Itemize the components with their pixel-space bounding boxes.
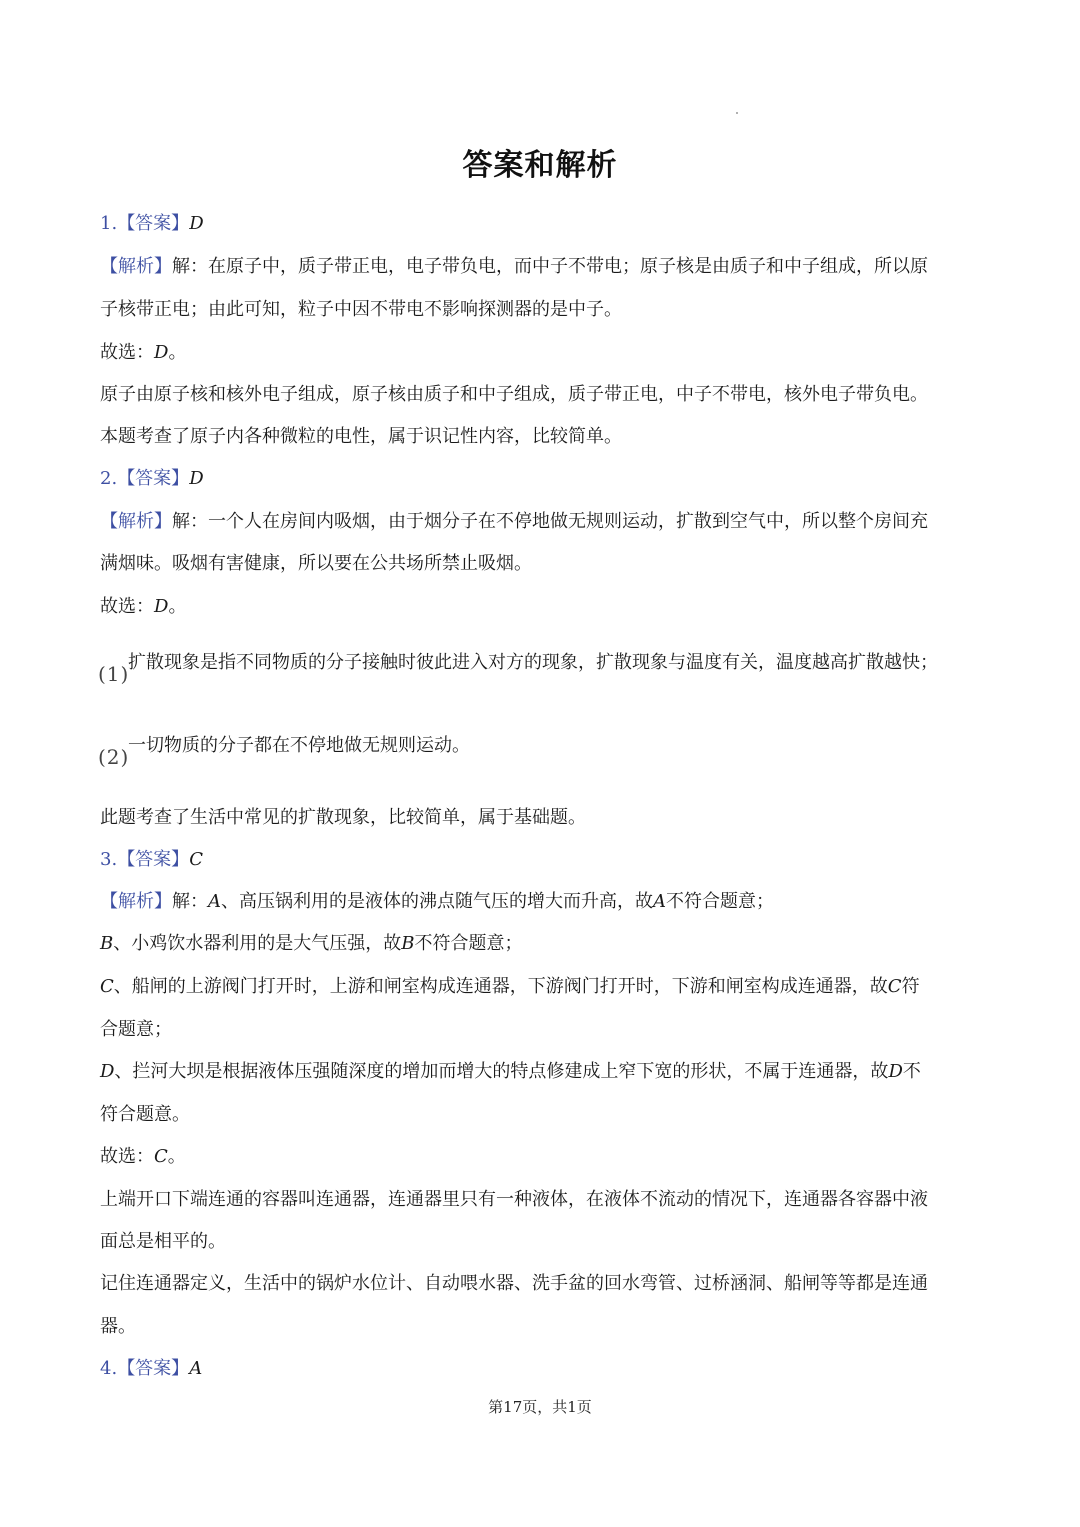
q3-a-end: 不符合题意； xyxy=(666,891,774,912)
q3-note-2: 面总是相平的。 xyxy=(100,1231,226,1252)
q3-answer-line xyxy=(100,848,980,872)
q3-answer-value: C xyxy=(189,849,203,870)
q2-point-1-text: 扩散现象是指不同物质的分子接触时彼此进入对方的现象，扩散现象与温度有关，温度越高扩散越快； xyxy=(128,652,938,673)
q1-analysis-line-1 xyxy=(100,255,980,279)
q1-choice-value: D xyxy=(154,342,169,363)
q2-analysis-tag: 【解析】 xyxy=(100,511,172,532)
q2-choice-end: 。 xyxy=(168,596,187,617)
q2-choice-prefix: 故选： xyxy=(100,596,154,617)
q2-point-2-label: (2) xyxy=(98,745,130,769)
q2-analysis-text-1: 解：一个人在房间内吸烟，由于烟分子在不停地做无规则运动，扩散到空气中，所以整个房间充 xyxy=(172,511,928,532)
q1-choice-prefix: 故选： xyxy=(100,342,154,363)
q3-analysis-line-b xyxy=(100,932,980,956)
q4-number: 4. xyxy=(100,1358,118,1379)
q1-note-1: 原子由原子核和核外电子组成，原子核由质子和中子组成，质子带正电，中子不带电，核外电子带负电。 xyxy=(100,384,928,405)
q1-answer-value: D xyxy=(189,213,204,234)
q2-choice-line xyxy=(100,595,980,619)
q3-note-3: 记住连通器定义，生活中的锅炉水位计、自动喂水器、洗手盆的回水弯管、过桥涵洞、船闸等等都是连通 xyxy=(100,1273,928,1294)
q2-point-2-text: 一切物质的分子都在不停地做无规则运动。 xyxy=(128,735,470,756)
q3-b-end: 不符合题意； xyxy=(414,933,523,954)
q3-d-end: 不 xyxy=(902,1061,921,1082)
q3-analysis-line-c2: 合题意； xyxy=(100,1019,172,1040)
q2-analysis-line-1 xyxy=(100,510,980,534)
q3-analysis-line-d2: 符合题意。 xyxy=(100,1104,190,1125)
q3-c-text: 、船闸的上游阀门打开时，上游和闸室构成连通器，下游阀门打开时，下游和闸室构成连通器，故 xyxy=(113,976,888,997)
q3-a-letter: A xyxy=(208,891,221,912)
q3-c-letter: C xyxy=(100,976,114,997)
q3-number: 3. xyxy=(100,849,118,870)
q1-choice-line xyxy=(100,341,980,365)
q3-d-text: 、拦河大坝是根据液体压强随深度的增加而增大的特点修建成上窄下宽的形状，不属于连通器，故 xyxy=(114,1061,889,1082)
q3-choice-line xyxy=(100,1145,980,1169)
q1-answer-tag: 【答案】 xyxy=(117,213,190,234)
q1-analysis-line-2: 子核带正电；由此可知，粒子中因不带电不影响探测器的是中子。 xyxy=(100,299,622,320)
q3-note-4: 器。 xyxy=(100,1316,136,1337)
q3-analysis-tag: 【解析】 xyxy=(100,891,172,912)
q3-note-1: 上端开口下端连通的容器叫连通器，连通器里只有一种液体，在液体不流动的情况下，连通器各容器中液 xyxy=(100,1189,928,1210)
q3-d-letter: D xyxy=(100,1061,115,1082)
q1-analysis-text-1: 解：在原子中，质子带正电，电子带负电，而中子不带电；原子核是由质子和中子组成，所以原 xyxy=(172,256,928,277)
q3-choice-end: 。 xyxy=(167,1146,186,1167)
q2-note-1: 此题考查了生活中常见的扩散现象，比较简单，属于基础题。 xyxy=(100,807,586,828)
scan-speck xyxy=(736,112,738,114)
q4-answer-line xyxy=(100,1357,980,1381)
q4-answer-tag: 【答案】 xyxy=(117,1358,190,1379)
page-title: 答案和解析 xyxy=(462,148,618,183)
q3-b-text: 、小鸡饮水器利用的是大气压强，故 xyxy=(113,933,402,954)
page-footer: 第17页，共1页 xyxy=(488,1398,592,1416)
q2-analysis-line-2: 满烟味。吸烟有害健康，所以要在公共场所禁止吸烟。 xyxy=(100,553,532,574)
q3-a-letter-2: A xyxy=(653,891,666,912)
q1-number: 1. xyxy=(100,213,118,234)
q3-b-letter-2: B xyxy=(401,933,415,954)
q3-choice-prefix: 故选： xyxy=(100,1146,154,1167)
q3-choice-value: C xyxy=(154,1146,168,1167)
q3-analysis-line-a xyxy=(100,890,980,914)
q3-a-prefix: 解： xyxy=(172,891,208,912)
q2-point-1-label: (1) xyxy=(98,662,130,686)
q2-choice-value: D xyxy=(154,596,169,617)
q3-analysis-line-d xyxy=(100,1060,980,1084)
q3-d-letter-2: D xyxy=(888,1061,903,1082)
q2-answer-line xyxy=(100,467,980,491)
q2-answer-tag: 【答案】 xyxy=(117,468,190,489)
q3-b-letter: B xyxy=(100,933,114,954)
q1-analysis-tag: 【解析】 xyxy=(100,256,172,277)
q3-answer-tag: 【答案】 xyxy=(117,849,190,870)
q2-answer-value: D xyxy=(189,468,204,489)
q3-c-letter-2: C xyxy=(887,976,902,997)
q1-choice-end: 。 xyxy=(168,342,187,363)
q4-answer-value: A xyxy=(189,1358,203,1379)
q3-a-text: 、高压锅利用的是液体的沸点随气压的增大而升高，故 xyxy=(221,891,653,912)
q1-answer-line xyxy=(100,212,980,236)
q2-number: 2. xyxy=(100,468,118,489)
q3-c-end: 符 xyxy=(901,976,920,997)
q3-analysis-line-c xyxy=(100,975,980,999)
q1-note-2: 本题考查了原子内各种微粒的电性，属于识记性内容，比较简单。 xyxy=(100,426,622,447)
